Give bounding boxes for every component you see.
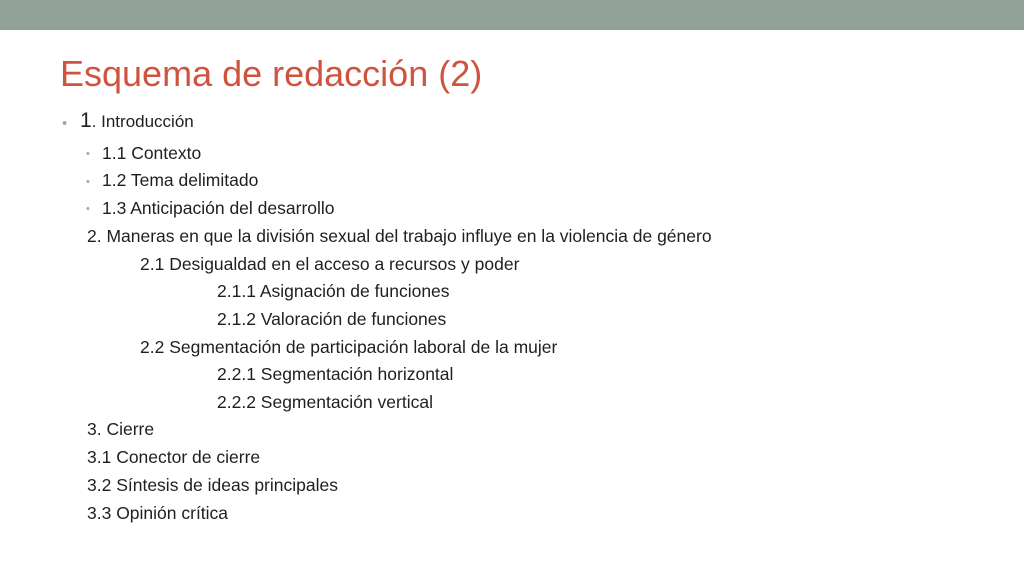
slide-title: Esquema de redacción (2) — [60, 53, 483, 94]
bullet-icon: • — [86, 176, 90, 188]
outline-item-tema-delimitado: 1.2 Tema delimitado — [102, 170, 259, 190]
outline-item-3-2: 3.2 Síntesis de ideas principales — [87, 475, 338, 495]
outline-item-text: . Introducción — [91, 112, 194, 131]
bullet-icon: • — [86, 148, 90, 160]
outline-item-2-2-2: 2.2.2 Segmentación vertical — [217, 392, 433, 412]
outline-item-2-2-1: 2.2.1 Segmentación horizontal — [217, 364, 454, 384]
outline-item-anticipacion: 1.3 Anticipación del desarrollo — [102, 198, 335, 218]
bullet-icon: • — [86, 203, 90, 215]
outline-item-2-1-1: 2.1.1 Asignación de funciones — [217, 281, 450, 301]
outline-item-2-1: 2.1 Desigualdad en el acceso a recursos y poder — [140, 254, 520, 274]
outline-item-introduccion — [80, 110, 194, 133]
outline-item-number: 1 — [80, 109, 92, 132]
bullet-icon: • — [62, 115, 68, 132]
outline-item-3-3: 3.3 Opinión crítica — [87, 503, 229, 523]
outline-item-section-2: 2. Maneras en que la división sexual del trabajo influye en la violencia de género — [87, 226, 712, 246]
outline-item-3-1: 3.1 Conector de cierre — [87, 447, 261, 467]
outline-item-2-1-2: 2.1.2 Valoración de funciones — [217, 309, 447, 329]
outline-item-2-2: 2.2 Segmentación de participación laboral de la mujer — [140, 337, 558, 357]
outline-item-section-3: 3. Cierre — [87, 419, 155, 439]
outline-item-contexto: 1.1 Contexto — [102, 143, 202, 163]
